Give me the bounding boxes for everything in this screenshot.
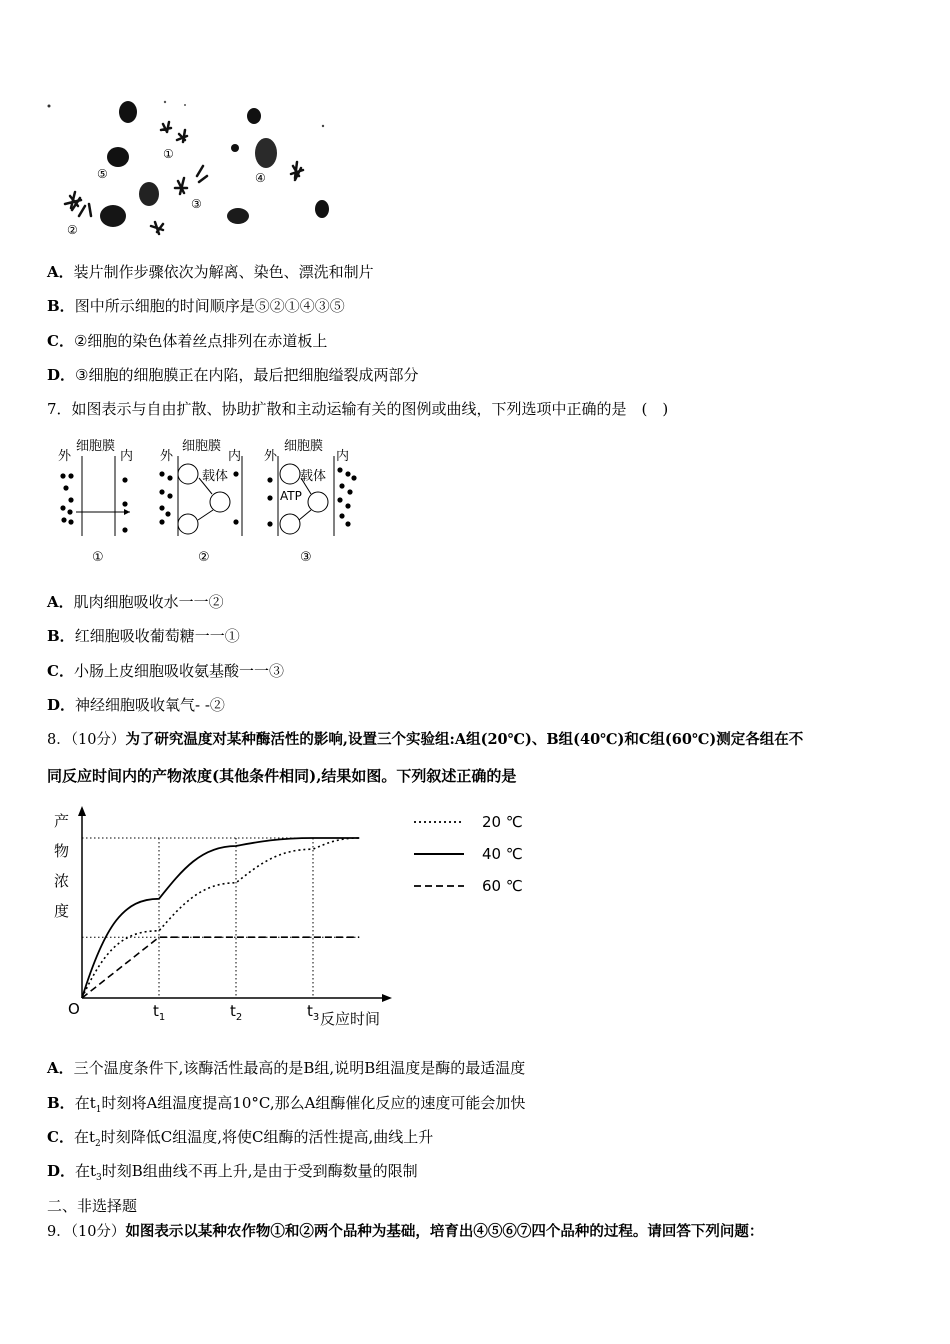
x-tick-subscript: 1 [158,1012,166,1023]
cell-label-3: ③ [191,197,202,211]
enzyme-activity-chart [48,800,548,1032]
section-heading: 二、非选择题 [47,1197,138,1215]
cell-label-1: ① [163,147,174,161]
q6-option-d[interactable]: D．③细胞的细胞膜正在内陷，最后把细胞缢裂成两部分 [47,366,419,384]
x-tick-label-t2: $t_2$ [230,1002,243,1023]
series-line-1 [82,838,359,998]
outside-label-3: 外 [264,449,278,464]
y-axis-label-char: 物 [54,842,70,860]
x-tick-label-t3: $t_3$ [307,1002,320,1023]
carrier-label-3: 载体 [300,469,327,484]
cell-label-4: ④ [255,171,266,185]
y-axis-arrow [78,806,86,816]
q8-option-a[interactable]: A．三个温度条件下,该酶活性最高的是B组,说明B组温度是酶的最适温度 [47,1059,526,1077]
series-line-3 [82,937,359,998]
membrane-label-3: 细胞膜 [284,439,324,454]
series-line-2 [82,838,359,998]
q7-option-b[interactable]: B．红细胞吸收葡萄糖一一① [47,627,240,645]
origin-label: O [68,1000,80,1018]
x-axis-arrow [382,994,392,1002]
legend-label-3: 60 ℃ [482,877,523,895]
y-axis-label-char: 浓 [54,872,70,890]
membrane-label-1: 细胞膜 [76,439,116,454]
panel-label-2: ② [198,550,210,565]
q8-stem-line1: 8．（10分）为了研究温度对某种酶活性的影响,设置三个实验组:A组(20℃)、B组(40℃)和C组(60℃)测定各组在不 [47,731,804,748]
x-tick-subscript: 3 [312,1012,320,1023]
q6-option-c[interactable]: C．②细胞的染色体着丝点排列在赤道板上 [47,332,328,350]
outside-label-1: 外 [58,449,72,464]
q7-stem: 7．如图表示与自由扩散、协助扩散和主动运输有关的图例或曲线，下列选项中正确的是 ( ) [47,400,669,418]
cell-label-5: ⑤ [97,167,108,181]
q6-option-a[interactable]: A．装片制作步骤依次为解离、染色、漂洗和制片 [47,263,374,281]
x-tick-label-t1: $t_1$ [153,1002,166,1023]
inside-label-1: 内 [120,449,134,464]
q7-option-a[interactable]: A．肌肉细胞吸收水一一② [47,593,224,611]
q8-stem-line2: 同反应时间内的产物浓度(其他条件相同),结果如图。下列叙述正确的是 [47,767,517,785]
panel-label-1: ① [92,550,104,565]
q9-stem: 9．（10分）如图表示以某种农作物①和②两个品种为基础，培育出④⑤⑥⑦四个品种的过程。请回答下列问题： [47,1223,764,1240]
carrier-label-2: 载体 [202,469,229,484]
inside-label-2: 内 [228,449,242,464]
q8-option-d[interactable]: D．在$t_3$时刻B组曲线不再上升,是由于受到酶数量的限制 [47,1162,418,1183]
y-axis-label-char: 度 [54,902,70,920]
y-axis-label-char: 产 [54,812,70,830]
membrane-transport-figure [50,434,370,570]
inside-label-3: 内 [336,449,350,464]
x-axis-label: 反应时间 [320,1010,381,1028]
mitosis-micrograph [45,96,330,241]
legend-label-1: 20 ℃ [482,813,523,831]
q7-option-c[interactable]: C．小肠上皮细胞吸收氨基酸一一③ [47,662,284,680]
atp-label: ATP [280,489,302,503]
q6-option-b[interactable]: B．图中所示细胞的时间顺序是⑤②①④③⑤ [47,297,345,315]
q7-option-d[interactable]: D．神经细胞吸收氧气- -② [47,696,225,714]
q8-option-b[interactable]: B．在$t_1$时刻将A组温度提高10°C,那么A组酶催化反应的速度可能会加快 [47,1094,526,1115]
membrane-label-2: 细胞膜 [182,439,222,454]
q8-option-c[interactable]: C．在$t_2$时刻降低C组温度,将使C组酶的活性提高,曲线上升 [47,1128,434,1149]
cell-label-2: ② [67,223,78,237]
x-tick-subscript: 2 [235,1012,243,1023]
legend-label-2: 40 ℃ [482,845,523,863]
panel-label-3: ③ [300,550,312,565]
outside-label-2: 外 [160,449,174,464]
